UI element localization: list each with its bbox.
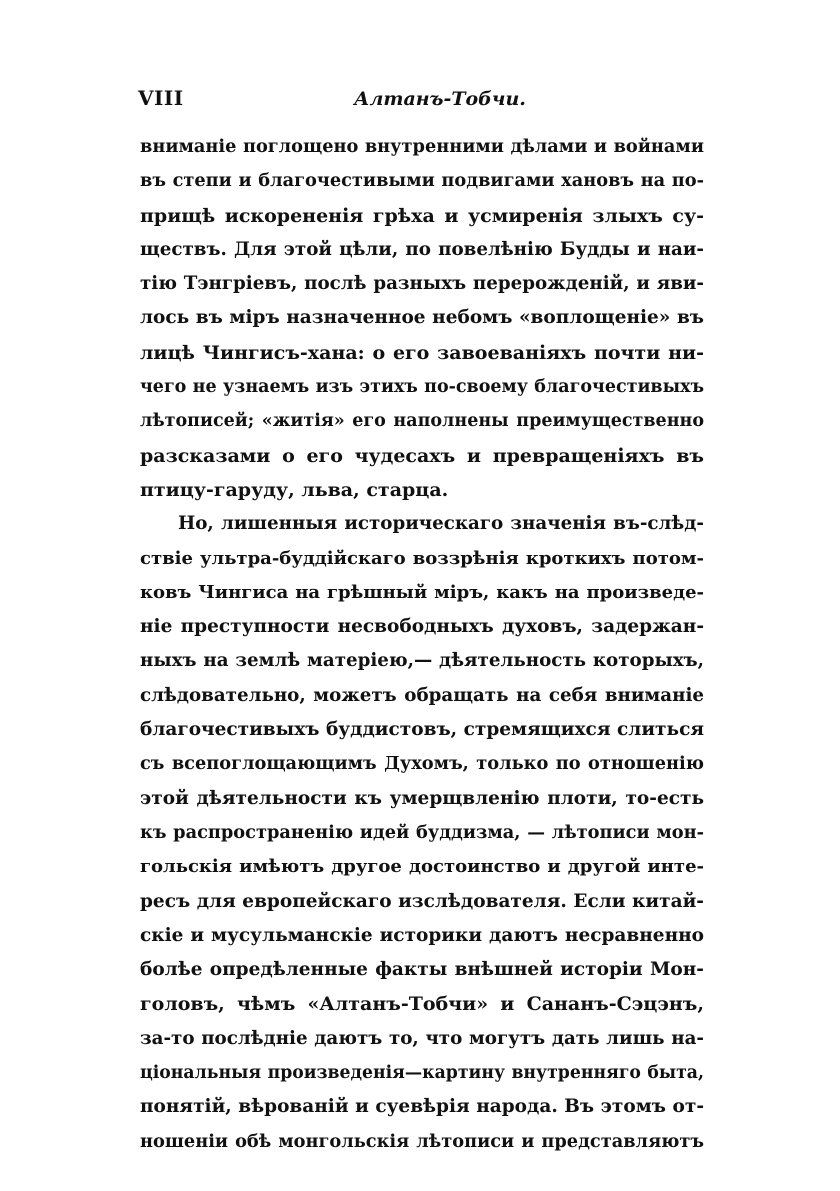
text-line: лѣтописей; «житія» его наполнены преимущественно bbox=[140, 411, 704, 432]
page-number: VIII bbox=[138, 86, 184, 110]
text-line: ресъ для европейскаго изслѣдователя. Если китай- bbox=[140, 890, 704, 912]
paragraph-end-line: птицу-гаруду, льва, старца. bbox=[140, 478, 449, 501]
text-line: прищѣ искорененія грѣха и усмиренія злыхъ су- bbox=[140, 204, 704, 227]
text-line: тію Тэнгріевъ, послѣ разныхъ перерожденій, и яви- bbox=[140, 273, 704, 295]
page-header bbox=[138, 86, 703, 116]
text-line: этой дѣятельности къ умерщвленію плоти, то-есть bbox=[140, 787, 704, 809]
text-line: ныхъ на землѣ матеріею,— дѣятельность которыхъ, bbox=[140, 650, 704, 672]
text-line: лось въ міръ назначенное небомъ «воплощеніе» въ bbox=[140, 307, 704, 329]
text-line: слѣдовательно, можетъ обращать на себя вниманіе bbox=[140, 684, 704, 706]
text-line: ковъ Чингиса на грѣшный міръ, какъ на произведе- bbox=[140, 581, 704, 603]
text-line: въ степи и благочестивыми подвигами хановъ на по- bbox=[140, 170, 704, 192]
text-line: скіе и мусульманскіе историки даютъ несравненно bbox=[140, 924, 704, 946]
text-line: благочестивыхъ буддистовъ, стремящихся слиться bbox=[140, 719, 704, 741]
text-line: ношеніи обѣ монгольскія лѣтописи и представляютъ bbox=[140, 1130, 704, 1152]
paragraph-start-line: Но, лишенныя историческаго значенія въ-слѣд- bbox=[178, 513, 704, 535]
running-title: Алтанъ-Тобчи. bbox=[354, 88, 526, 110]
text-line: гольскія имѣютъ другое достоинство и другой инте- bbox=[140, 856, 704, 878]
text-line: понятій, вѣрованій и суевѣрія народа. Въ этомъ от- bbox=[140, 1096, 704, 1118]
text-line: лицѣ Чингисъ-хана: о его завоеваніяхъ почти ни- bbox=[140, 341, 704, 364]
text-line: за-то послѣдніе даютъ то, что могутъ дать лишь на- bbox=[140, 1027, 704, 1049]
text-line: ствіе ультра-буддійскаго воззрѣнія кроткихъ потом- bbox=[140, 547, 704, 569]
text-line: болѣе опредѣленные факты внѣшней исторіи Мон- bbox=[140, 959, 704, 981]
text-line: ществъ. Для этой цѣли, по повелѣнію Будды и наи- bbox=[140, 238, 704, 260]
text-line: къ распространенію идей буддизма, — лѣтописи мон- bbox=[140, 821, 704, 843]
text-line: ціональныя произведенія—картину внутренняго быта, bbox=[140, 1063, 704, 1084]
text-line: вниманіе поглощено внутренними дѣлами и войнами bbox=[140, 136, 704, 157]
text-line: чего не узнаемъ изъ этихъ по-своему благочестивыхъ bbox=[140, 377, 704, 398]
text-line: ніе преступности несвободныхъ духовъ, задержан- bbox=[140, 616, 704, 638]
body-text bbox=[140, 130, 704, 1159]
text-line: съ всепоглощающимъ Духомъ, только по отношенію bbox=[140, 753, 704, 775]
text-line: разсказами о его чудесахъ и превращеніяхъ въ bbox=[140, 444, 704, 467]
text-line: головъ, чѣмъ «Алтанъ-Тобчи» и Cананъ-Сэцэнъ, bbox=[140, 993, 704, 1016]
